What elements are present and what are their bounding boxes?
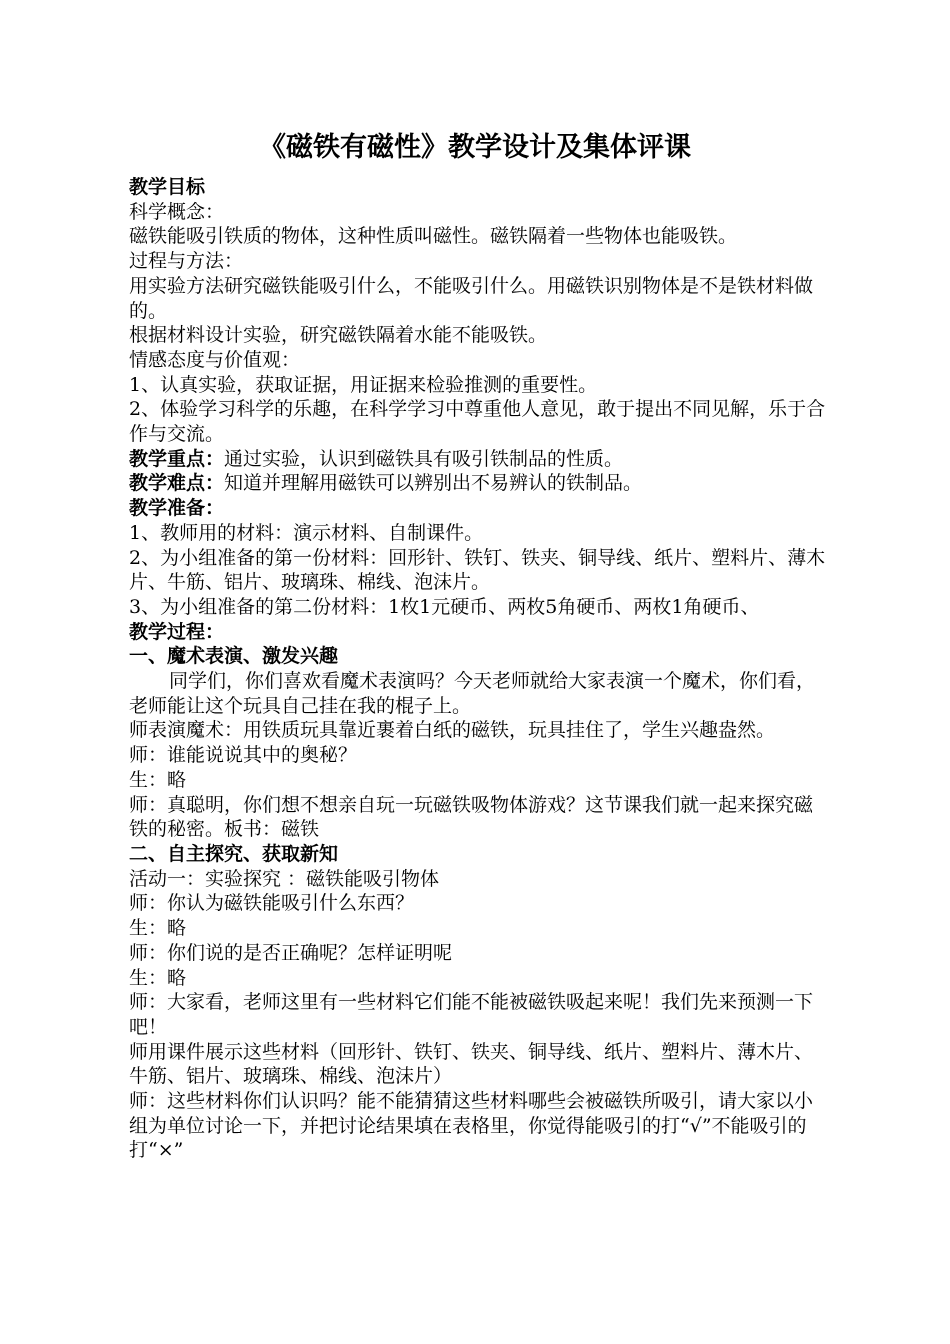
paragraph-text: 知道并理解用磁铁可以辨别出不易辨认的铁制品。: [224, 472, 643, 495]
paragraph-label: 教学重点：: [129, 447, 225, 470]
paragraph: 2、体验学习科学的乐趣，在科学学习中尊重他人意见，敢于提出不同见解，乐于合作与交流。: [129, 398, 826, 446]
section-heading: 教学目标: [129, 176, 206, 198]
section-heading: 教学准备：: [129, 497, 225, 520]
paragraph: 过程与方法：: [129, 250, 244, 273]
paragraph: 3、为小组准备的第二份材料：1枚1元硬币、两枚5角硬币、两枚1角硬币、: [129, 595, 760, 618]
labeled-paragraph: [129, 471, 829, 496]
paragraph: 活动一：实验探究 ：磁铁能吸引物体: [129, 867, 440, 890]
paragraph: 师表演魔术：用铁质玩具靠近裹着白纸的磁铁，玩具挂住了，学生兴趣盎然。: [129, 719, 776, 742]
paragraph: 师：真聪明，你们想不想亲自玩一玩磁铁吸物体游戏？这节课我们就一起来探究磁铁的秘密。板书：磁铁: [129, 793, 814, 841]
paragraph: 磁铁能吸引铁质的物体，这种性质叫磁性。磁铁隔着一些物体也能吸铁。: [129, 225, 738, 248]
paragraph-label: 教学难点：: [129, 472, 225, 495]
paragraph: 1、教师用的材料：演示材料、自制课件。: [129, 521, 484, 544]
paragraph: 用实验方法研究磁铁能吸引什么，不能吸引什么。用磁铁识别物体是不是铁材料做的。: [129, 274, 814, 322]
paragraph: 师：谁能说说其中的奥秘？: [129, 744, 358, 767]
paragraph-text: 通过实验，认识到磁铁具有吸引铁制品的性质。: [224, 447, 624, 470]
section-heading: 二、自主探究、获取新知: [129, 842, 339, 865]
paragraph: 情感态度与价值观：: [129, 348, 301, 371]
paragraph: 生：略: [129, 768, 187, 791]
paragraph: 2、为小组准备的第一份材料：回形针、铁钉、铁夹、铜导线、纸片、塑料片、薄木片、牛筋、铝片、玻璃珠、棉线、泡沫片。: [129, 546, 826, 594]
paragraph: 科学概念：: [129, 200, 225, 223]
paragraph: 师：你认为磁铁能吸引什么东西？: [129, 892, 415, 915]
paragraph: 师用课件展示这些材料（回形针、铁钉、铁夹、铜导线、纸片、塑料片、薄木片、牛筋、铝片、玻璃珠、棉线、泡沫片）: [129, 1040, 814, 1088]
section-heading: 教学过程：: [129, 620, 225, 643]
labeled-paragraph: [129, 447, 829, 472]
paragraph: 1、认真实验，获取证据，用证据来检验推测的重要性。: [129, 373, 598, 396]
paragraph: 生：略: [129, 917, 187, 940]
section-heading: 一、魔术表演、激发兴趣: [129, 645, 339, 668]
paragraph: 师：这些材料你们认识吗？能不能猜猜这些材料哪些会被磁铁所吸引，请大家以小组为单位讨论一下，并把讨论结果填在表格里，你觉得能吸引的打“√”不能吸引的打“×”: [129, 1090, 814, 1162]
document-title: 《磁铁有磁性》教学设计及集体评课: [259, 132, 691, 163]
document-body: [129, 175, 829, 1163]
paragraph: 生：略: [129, 966, 187, 989]
paragraph: 师：你们说的是否正确呢？怎样证明呢: [129, 941, 453, 964]
paragraph: 根据材料设计实验，研究磁铁隔着水能不能吸铁。: [129, 324, 548, 347]
paragraph: 师：大家看，老师这里有一些材料它们能不能被磁铁吸起来呢！我们先来预测一下吧！: [129, 991, 814, 1038]
paragraph: 同学们，你们喜欢看魔术表演吗？今天老师就给大家表演一个魔术，你们看，老师能让这个玩具自己挂在我的棍子上。: [129, 670, 816, 717]
